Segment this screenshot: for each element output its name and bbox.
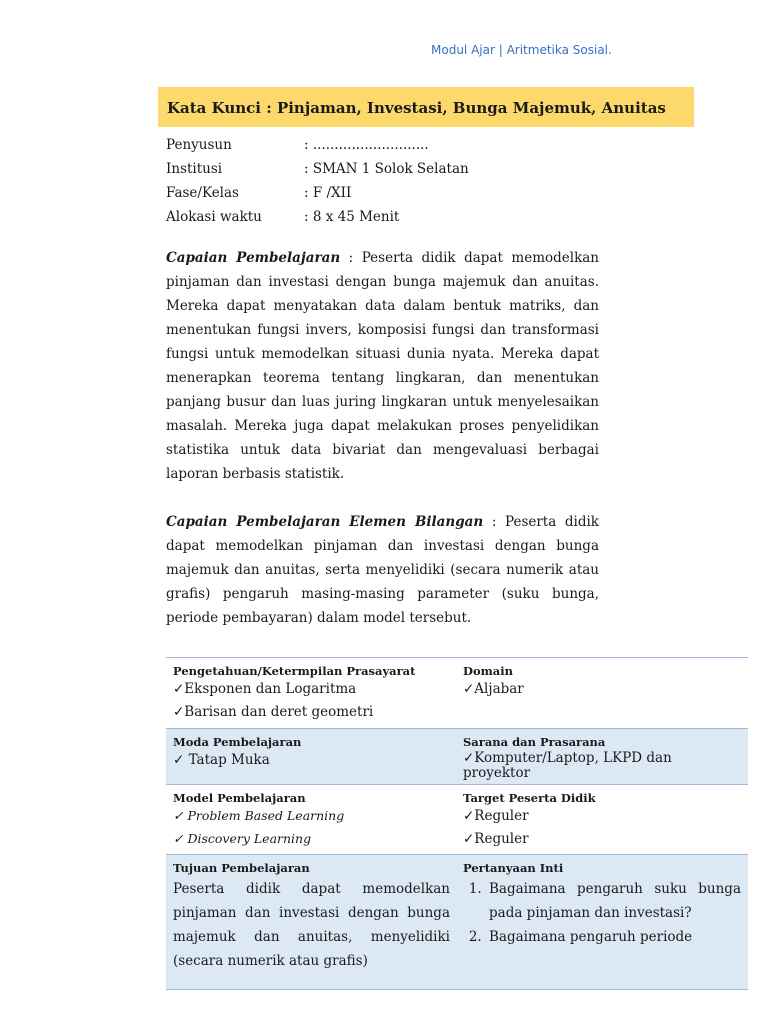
pertanyaan-item: 2. Bagaimana pengaruh periode [486,925,741,949]
keyword-title: Kata Kunci : Pinjaman, Investasi, Bunga Majemuk, Anuitas [158,87,694,127]
section-prasyarat-domain [166,657,748,728]
meta-info [166,137,469,233]
sarana-cell [463,729,743,786]
meta-row-penyusun [166,137,469,161]
meta-row-institusi [166,161,469,185]
moda-item: ✓ Tatap Muka [173,752,270,768]
tujuan-cell [173,855,453,973]
meta-label: Institusi [166,161,223,177]
model-item: ✓ Problem Based Learning [173,808,345,823]
sarana-title: Sarana dan Prasarana [463,735,606,749]
capaian-elemen-bilangan [166,510,599,630]
prasyarat-item: ✓Barisan dan deret geometri [173,704,374,720]
meta-value: : ........................... [304,137,429,153]
sarana-item: ✓Komputer/Laptop, LKPD dan proyektor [463,750,672,781]
pertanyaan-list [463,877,741,949]
capaian-pembelajaran [166,246,599,486]
tujuan-text: Peserta didik dapat memodelkan pinjaman dan investasi dengan bunga majemuk dan anuitas, menyelidiki (secara numerik atau grafis) [173,881,450,969]
meta-row-alokasi [166,209,469,233]
pertanyaan-item: 1. Bagaimana pengaruh suku bunga pada pinjaman dan investasi? [486,877,741,925]
moda-cell [173,729,453,774]
tujuan-title: Tujuan Pembelajaran [173,861,310,875]
moda-title: Moda Pembelajaran [173,735,302,749]
meta-label: Alokasi waktu [166,209,262,225]
section-model-target [166,784,748,854]
prasyarat-item: ✓Eksponen dan Logaritma [173,681,357,697]
target-cell [463,785,743,853]
pertanyaan-title: Pertanyaan Inti [463,861,564,875]
header-note: Modul Ajar | Aritmetika Sosial. [431,43,612,57]
domain-title: Domain [463,664,513,678]
prasyarat-cell [173,658,453,726]
meta-label: Fase/Kelas [166,185,239,201]
section-tujuan-pertanyaan [166,854,748,990]
meta-value: : F /XII [304,185,352,201]
section-moda-sarana [166,728,748,784]
cp-label: Capaian Pembelajaran [166,250,341,266]
target-item: ✓Reguler [463,808,529,824]
model-item: ✓ Discovery Learning [173,831,312,846]
domain-item: ✓Aljabar [463,681,524,697]
prasyarat-title: Pengetahuan/Ketermpilan Prasayarat [173,664,416,678]
cpeb-label: Capaian Pembelajaran Elemen Bilangan [166,514,484,530]
target-item: ✓Reguler [463,831,529,847]
model-title: Model Pembelajaran [173,791,306,805]
cp-text: : Peserta didik dapat memodelkan pinjaman dan investasi dengan bunga majemuk dan anuitas. Mereka dapat menyatakan data dalam bentuk matriks, dan menentukan fungsi invers, komposisi fungsi dan transformasi fungsi untuk memodelkan situasi dunia nyata. Mereka dapat menerapkan teorema tentang lingkaran, dan menentukan panjang busur dan luas juring lingkaran untuk menyelesaikan masalah. Mereka juga dapat melakukan proses penyelidikan statistika untuk data bivariat dan mengevaluasi berbagai laporan berbasis statistik. [166,250,599,482]
meta-value: : 8 x 45 Menit [304,209,400,225]
target-title: Target Peserta Didik [463,791,596,805]
meta-row-fase [166,185,469,209]
cpeb-text: : Peserta didik dapat memodelkan pinjaman dan investasi dengan bunga majemuk dan anuitas, serta menyelidiki (secara numerik atau grafis) pengaruh masing-masing parameter (suku bunga, periode pembayaran) dalam model tersebut. [166,514,599,626]
meta-value: : SMAN 1 Solok Selatan [304,161,469,177]
domain-cell [463,658,743,703]
model-cell [173,785,453,853]
pertanyaan-cell [463,855,743,949]
meta-label: Penyusun [166,137,232,153]
